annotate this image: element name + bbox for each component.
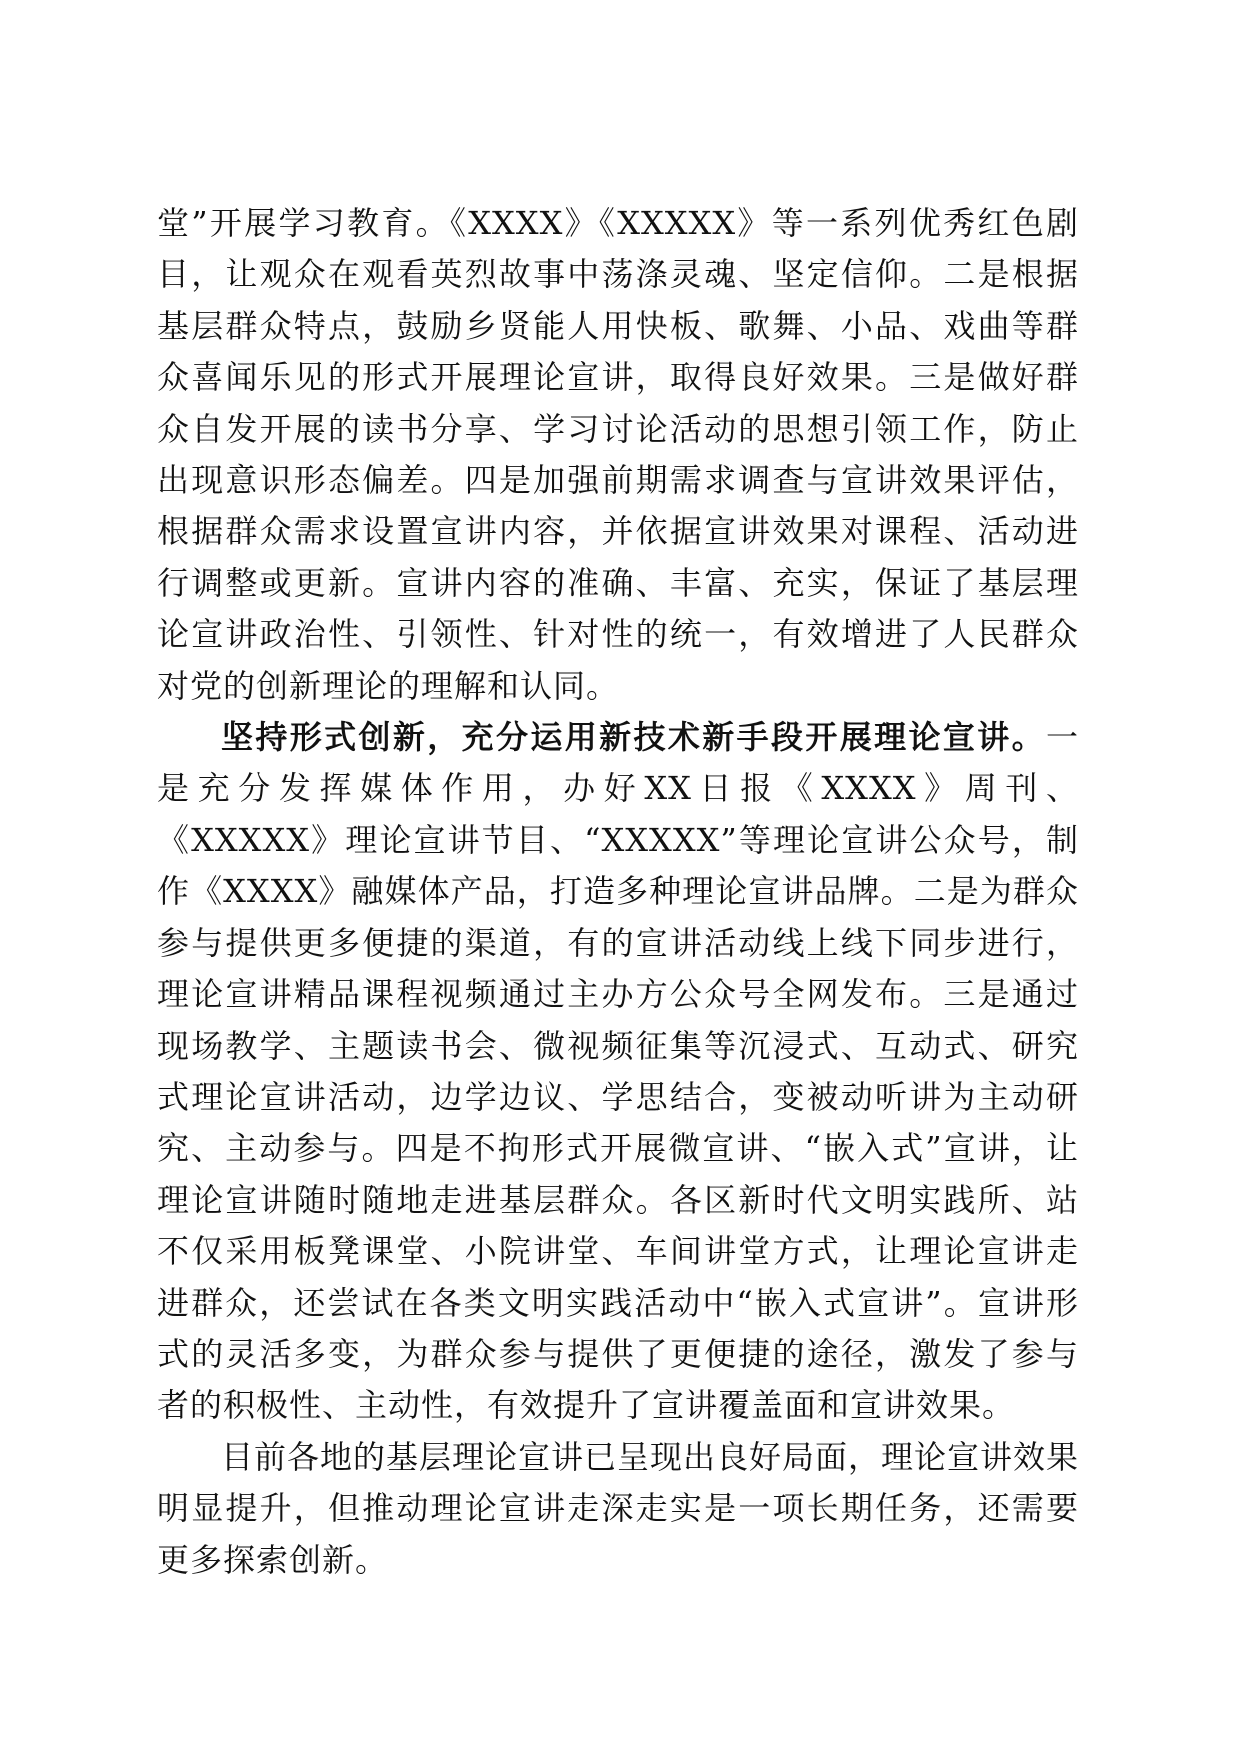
paragraph-continuation xyxy=(157,198,1079,712)
body-text xyxy=(157,198,1079,1586)
paragraph-conclusion xyxy=(157,1432,1079,1586)
paragraph-text: 目前各地的基层理论宣讲已呈现出良好局面，理论宣讲效果明显提升，但推动理论宣讲走深走实是一项长期任务，还需要更多探索创新。 xyxy=(157,1437,1080,1579)
paragraph-form-innovation xyxy=(157,712,1079,1432)
paragraph-lead-heading: 坚持形式创新，充分运用新技术新手段开展理论宣讲。 xyxy=(221,718,1046,757)
paragraph-text: 堂”开展学习教育。《XXXX》《XXXXX》等一系列优秀红色剧目，让观众在观看英烈故事中荡涤灵魂、坚定信仰。二是根据基层群众特点，鼓励乡贤能人用快板、歌舞、小品、戏曲等群众喜闻乐见的形式开展理论宣讲，取得良好效果。三是做好群众自发开展的读书分享、学习讨论活动的思想引领工作，防止出现意识形态偏差。四是加强前期需求调查与宣讲效果评估，根据群众需求设置宣讲内容，并依据宣讲效果对课程、活动进行调整或更新。宣讲内容的准确、丰富、充实，保证了基层理论宣讲政治性、引领性、针对性的统一，有效增进了人民群众对党的创新理论的理解和认同。 xyxy=(157,204,1079,705)
paragraph-text: 一是充分发挥媒体作用，办好XX日报《XXXX》周刊、《XXXXX》理论宣讲节目、“XXXXX”等理论宣讲公众号，制作《XXXX》融媒体产品，打造多种理论宣讲品牌。二是为群众参与提供更多便捷的渠道，有的宣讲活动线上线下同步进行，理论宣讲精品课程视频通过主办方公众号全网发布。三是通过现场教学、主题读书会、微视频征集等沉浸式、互动式、研究式理论宣讲活动，边学边议、学思结合，变被动听讲为主动研究、主动参与。四是不拘形式开展微宣讲、“嵌入式”宣讲，让理论宣讲随时随地走进基层群众。各区新时代文明实践所、站不仅采用板凳课堂、小院讲堂、车间讲堂方式，让理论宣讲走进群众，还尝试在各类文明实践活动中“嵌入式宣讲”。宣讲形式的灵活多变，为群众参与提供了更便捷的途径，激发了参与者的积极性、主动性，有效提升了宣讲覆盖面和宣讲效果。 xyxy=(157,718,1079,1425)
